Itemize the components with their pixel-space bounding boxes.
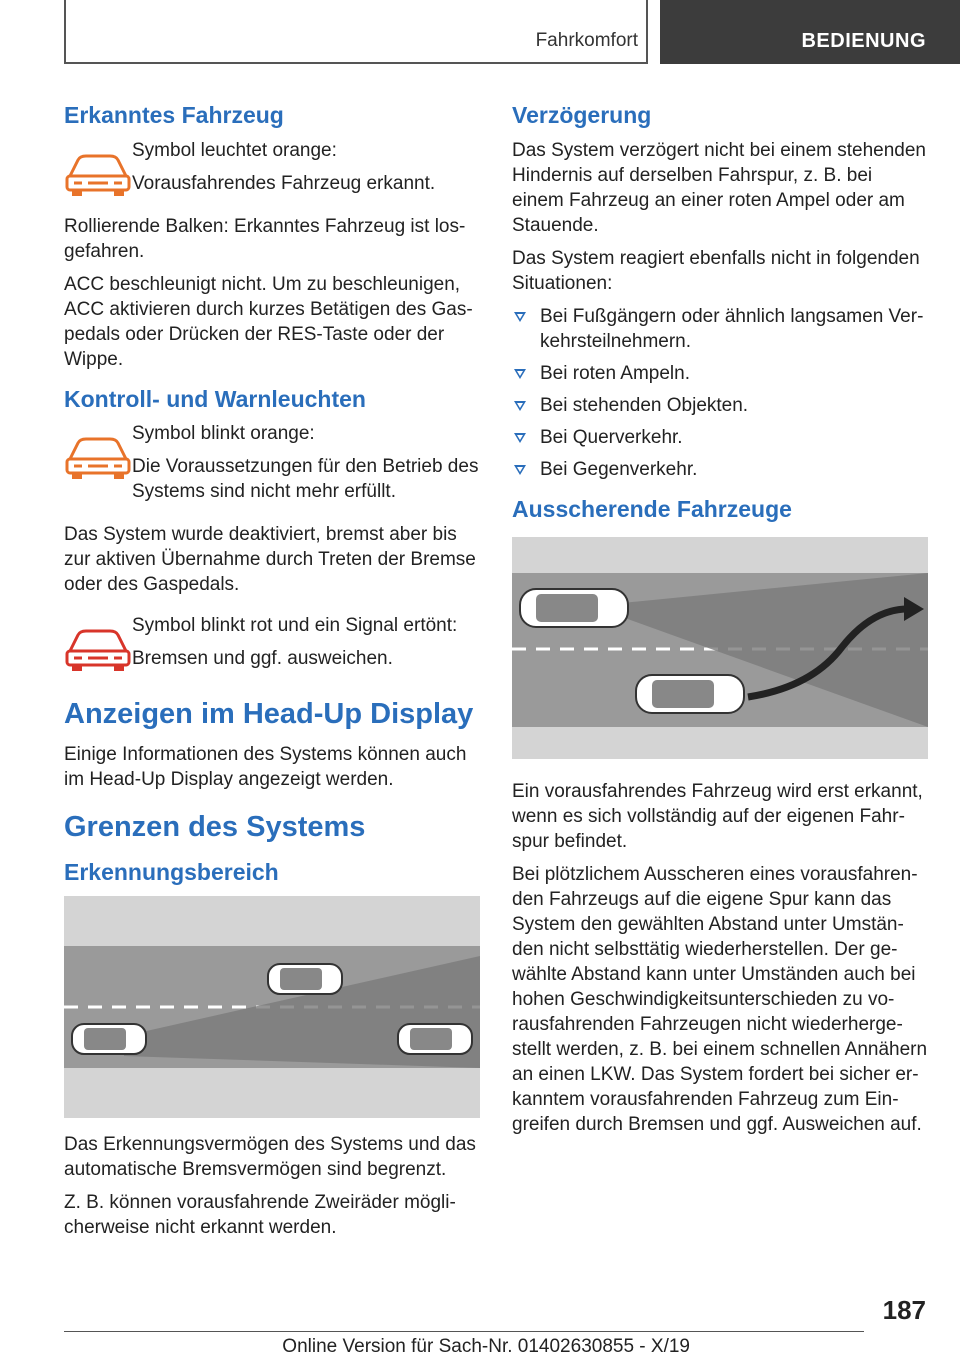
paragraph-acc: ACC beschleunigt nicht. Um zu beschleunigen, ACC aktivieren durch kurzes Betätigen des Gaspedals oder Drücken der RES-Taste oder der Wippe.	[64, 273, 473, 370]
car-top-view-icon	[636, 675, 744, 713]
paragraph-decel1: Das System verzögert nicht bei einem stehenden Hindernis auf derselben Fahrspur, z. B. bei einem Fahrzeug an einer roten Ampel oder am Stauende.	[512, 139, 926, 236]
paragraph-rolling-bars: Rollierende Balken: Erkanntes Fahrzeug ist losgefahren.	[64, 215, 466, 262]
left-column	[64, 102, 480, 1248]
paragraph-decel2: Das System reagiert ebenfalls nicht in folgenden Situationen:	[512, 247, 920, 294]
right-column	[512, 102, 928, 1145]
bullet-triangle-icon	[514, 401, 526, 411]
footer-divider	[64, 1331, 864, 1332]
heading-recognized-vehicle: Erkanntes Fahrzeug	[64, 102, 284, 128]
list-item: Bei roten Ampeln.	[512, 361, 928, 386]
icon-desc-line1: Symbol blinkt orange:	[132, 423, 315, 445]
paragraph-cutout1: Ein vorausfahrendes Fahrzeug wird erst erkannt, wenn es sich vollständig auf der eigenen Fahrspur befindet.	[512, 781, 923, 853]
section-title: Fahrkomfort	[535, 30, 638, 51]
heading-head-up-display: Anzeigen im Head-Up Display	[64, 698, 474, 731]
icon-desc-line2: Die Voraussetzungen für den Betrieb des Systems sind nicht mehr erfüllt.	[132, 456, 479, 503]
cut-out-illustration	[512, 537, 928, 759]
bullet-triangle-icon	[514, 369, 526, 379]
icon-desc-line1: Symbol blinkt rot und ein Signal ertönt:	[132, 615, 458, 637]
road-detection-diagram	[64, 896, 480, 1118]
paragraph-cutout2: Bei plötzlichem Ausscheren eines vorausfahrenden Fahrzeugs auf die eigene Spur kann das System den gewählten Abstand unter Umständen nicht selbsttätig wiederherstellen. Der gewählte Abstand kann unter Umständen auch bei hohen Geschwindigkeitsunterschieden zu vorausfahrenden Fahrzeugen nicht wiederhergestellt werden, z. B. bei einem schnellen Annähern an einen LKW. Das System fordert bei sicher erkanntem vorausfahrenden Fahrzeug zum Eingreifen durch Bremsen und ggf. Ausweichen auf.	[512, 864, 928, 1136]
list-item: Bei stehenden Objekten.	[512, 393, 928, 418]
car-top-view-icon	[520, 589, 628, 627]
paragraph-hud: Einige Informationen des Systems können auch im Head-Up Display angezeigt werden.	[64, 743, 467, 790]
bullet-triangle-icon	[514, 465, 526, 475]
heading-deceleration: Verzögerung	[512, 102, 652, 128]
paragraph-range1: Das Erkennungsvermögen des Systems und das automatische Bremsvermögen sind begrenzt.	[64, 1134, 476, 1181]
heading-system-limits: Grenzen des Systems	[64, 810, 366, 843]
icon-desc-line2: Vorausfahrendes Fahrzeug erkannt.	[132, 172, 436, 194]
list-item: Bei Querverkehr.	[512, 425, 928, 450]
chapter-tab: BEDIENUNG	[660, 0, 960, 64]
page-number: 187	[882, 1295, 926, 1325]
bullet-triangle-icon	[514, 433, 526, 443]
car-top-view-icon	[268, 964, 342, 994]
detection-range-illustration	[64, 896, 480, 1118]
heading-detection-range: Erkennungsbereich	[64, 858, 279, 885]
road-cutout-diagram	[512, 537, 928, 759]
list-item: Bei Gegenverkehr.	[512, 457, 928, 482]
heading-cutting-out-vehicles: Ausscherende Fahrzeuge	[512, 495, 792, 522]
footer-version: Online Version für Sach-Nr. 01402630855 - X/19	[282, 1336, 690, 1357]
car-top-view-icon	[72, 1024, 146, 1054]
situations-list	[512, 304, 928, 482]
car-red-icon	[64, 625, 132, 675]
icon-desc-line2: Bremsen und ggf. ausweichen.	[132, 648, 393, 670]
paragraph-deactivated: Das System wurde deaktiviert, bremst aber bis zur aktiven Übernahme durch Treten der Bremse oder des Gaspedals.	[64, 524, 476, 596]
heading-indicator-lights: Kontroll- und Warnleuchten	[64, 385, 366, 412]
icon-row-recognized	[64, 138, 480, 204]
icon-row-blink-orange	[64, 421, 480, 512]
car-top-view-icon	[398, 1024, 472, 1054]
bullet-triangle-icon	[514, 312, 526, 322]
list-item: Bei Fußgängern oder ähnlich langsamen Verkehrsteilnehmern.	[512, 304, 928, 354]
paragraph-range2: Z. B. können vorausfahrende Zweiräder möglicherweise nicht erkannt werden.	[64, 1192, 456, 1239]
car-orange-icon	[64, 150, 132, 200]
icon-desc-line1: Symbol leuchtet orange:	[132, 139, 337, 161]
icon-row-blink-red	[64, 613, 480, 679]
car-orange-blink-icon	[64, 433, 132, 483]
